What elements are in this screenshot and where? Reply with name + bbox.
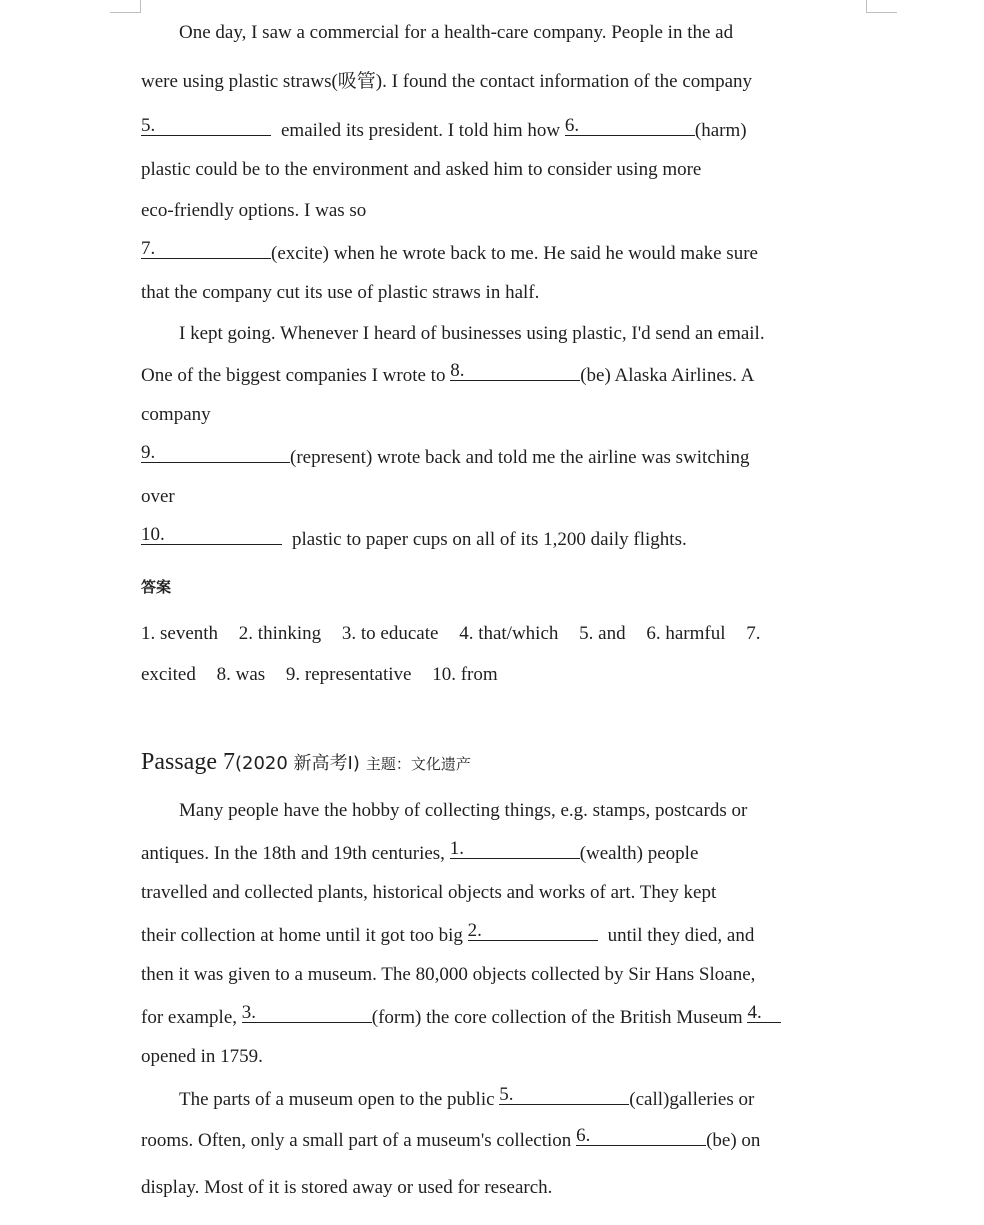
answer-blank-1[interactable] xyxy=(450,840,580,859)
passage7-line xyxy=(141,1176,552,1200)
passage6-line xyxy=(141,526,687,552)
text: (wealth) people xyxy=(579,843,699,864)
text: (be) on xyxy=(706,1130,761,1151)
text: One of the biggest companies I wrote to xyxy=(141,365,446,386)
answer-item: 5. and xyxy=(579,623,626,644)
answer-blank-9[interactable] xyxy=(141,444,290,463)
text: emailed its president. I told him how xyxy=(281,120,561,141)
passage-theme: 主题：文化遗产 xyxy=(365,755,471,773)
text: Many people have the hobby of collecting things, e.g. stamps, postcards or xyxy=(179,800,748,821)
answer-item: 6. harmful xyxy=(646,623,726,644)
text: (represent) wrote back and told me the airline was switching xyxy=(290,447,750,468)
passage6-line xyxy=(141,403,211,427)
text: until they died, and xyxy=(607,925,755,946)
passage7-line xyxy=(141,1127,760,1153)
answer-item: 10. from xyxy=(432,664,498,685)
answer-item: 9. representative xyxy=(285,664,412,685)
passage7-line xyxy=(141,1045,263,1069)
passage7-line xyxy=(141,881,716,905)
passage-source: (2020 新高考Ⅰ) xyxy=(234,753,360,774)
answer-row-2 xyxy=(141,663,498,687)
passage6-line xyxy=(141,199,366,223)
passage6-line xyxy=(141,158,701,182)
passage6-line xyxy=(141,485,175,509)
answer-row-1 xyxy=(141,622,760,646)
passage7-line xyxy=(141,922,754,948)
blank-number: 6. xyxy=(576,1125,591,1146)
passage6-line xyxy=(141,362,754,388)
blank-number: 5. xyxy=(499,1084,514,1105)
passage-title-main: Passage 7 xyxy=(141,749,235,775)
passage7-line xyxy=(141,840,698,866)
text: display. Most of it is stored away or used for research. xyxy=(141,1177,553,1198)
answer-blank-10[interactable] xyxy=(141,526,282,545)
passage-title xyxy=(141,749,471,776)
answer-heading: 答案 xyxy=(141,578,172,596)
passage6-line xyxy=(141,444,750,470)
passage7-line xyxy=(179,799,747,823)
answer-blank-2[interactable] xyxy=(468,922,598,941)
passage7-line xyxy=(141,1004,781,1030)
page-corner-mark-right xyxy=(866,0,897,13)
passage6-line xyxy=(141,240,758,266)
answer-blank-4[interactable] xyxy=(747,1004,781,1023)
text: their collection at home until it got too big xyxy=(141,925,463,946)
answer-blank-6[interactable] xyxy=(576,1127,706,1146)
answer-blank-3[interactable] xyxy=(242,1004,372,1023)
blank-number: 1. xyxy=(449,838,464,859)
answer-blank-7[interactable] xyxy=(141,240,271,259)
blank-number: 6. xyxy=(564,115,580,136)
text: company xyxy=(141,404,211,425)
blank-number: 8. xyxy=(450,360,465,381)
blank-number: 2. xyxy=(467,920,482,941)
blank-number: 10. xyxy=(141,524,165,545)
blank-number: 5. xyxy=(141,115,156,136)
answer-item: 3. to educate xyxy=(341,623,439,644)
text: over xyxy=(141,486,175,507)
passage6-line xyxy=(141,117,747,143)
answer-blank-8[interactable] xyxy=(450,362,580,381)
text: travelled and collected plants, historical objects and works of art. They kept xyxy=(141,882,717,903)
text: antiques. In the 18th and 19th centuries, xyxy=(141,843,445,864)
text: (excite) when he wrote back to me. He said he would make sure xyxy=(271,243,758,264)
answer-item: 4. that/which xyxy=(459,623,559,644)
answer-item: 1. seventh xyxy=(141,623,219,644)
answer-item: excited xyxy=(141,664,196,685)
text: for example, xyxy=(141,1007,238,1028)
text: then it was given to a museum. The 80,000 objects collected by Sir Hans Sloane, xyxy=(141,964,756,985)
text: eco-friendly options. I was so xyxy=(141,200,367,221)
answer-item: 7. xyxy=(746,623,761,644)
passage7-line xyxy=(141,963,755,987)
blank-number: 7. xyxy=(141,238,156,259)
answer-blank-5[interactable] xyxy=(141,117,271,136)
page-corner-mark-left xyxy=(110,0,141,13)
text: plastic could be to the environment and asked him to consider using more xyxy=(141,159,702,180)
text: (form) the core collection of the British Museum xyxy=(371,1007,743,1028)
text: were using plastic straws(吸管). I found the contact information of the company xyxy=(141,71,752,92)
answer-blank-6[interactable] xyxy=(565,117,695,136)
text: (be) Alaska Airlines. A xyxy=(580,365,755,386)
text: that the company cut its use of plastic straws in half. xyxy=(141,282,540,303)
text: I kept going. Whenever I heard of businesses using plastic, I'd send an email. xyxy=(179,323,765,344)
text: The parts of a museum open to the public xyxy=(179,1089,495,1110)
passage6-line xyxy=(141,281,539,305)
passage7-line xyxy=(179,1086,754,1112)
text: (harm) xyxy=(694,120,747,141)
answer-item: 2. thinking xyxy=(238,623,322,644)
text: rooms. Often, only a small part of a museum's collection xyxy=(141,1130,572,1151)
text: (call)galleries or xyxy=(629,1089,755,1110)
text: opened in 1759. xyxy=(141,1046,263,1067)
passage6-line xyxy=(179,322,765,346)
blank-number: 3. xyxy=(241,1002,257,1023)
text: plastic to paper cups on all of its 1,200 daily flights. xyxy=(292,529,687,550)
blank-number: 9. xyxy=(141,442,156,463)
answer-item: 8. was xyxy=(216,664,266,685)
passage6-line xyxy=(179,21,733,45)
passage6-line xyxy=(141,70,752,94)
text: One day, I saw a commercial for a health-care company. People in the ad xyxy=(179,22,734,43)
answer-blank-5[interactable] xyxy=(499,1086,629,1105)
blank-number: 4. xyxy=(747,1002,762,1023)
